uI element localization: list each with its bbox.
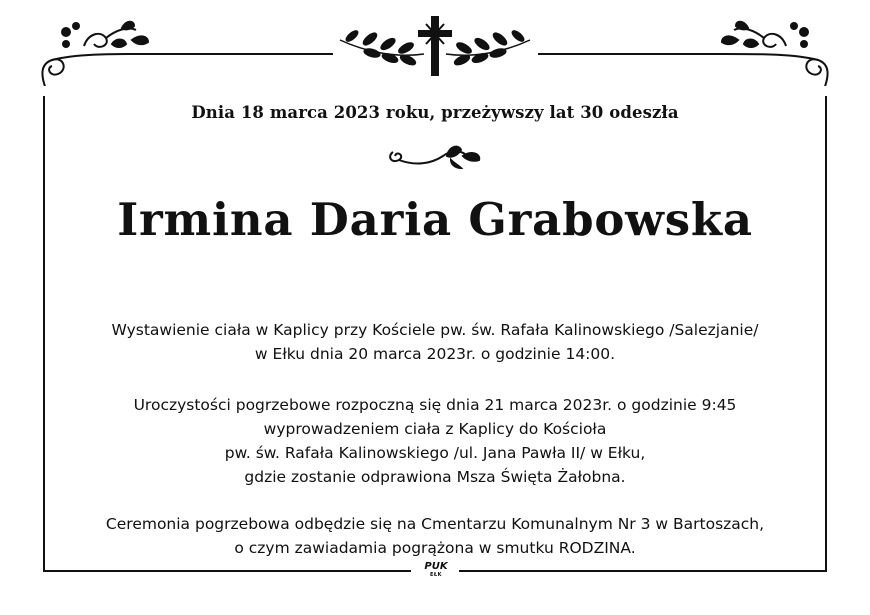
paragraph-line: Wystawienie ciała w Kaplicy przy Kościele pw. św. Rafała Kalinowskiego /Salezjanie/ [111, 321, 759, 339]
frame-bottom-border-left [43, 570, 411, 572]
frame-bottom-border-right [459, 570, 827, 572]
paragraph-line: pw. św. Rafała Kalinowskiego /ul. Jana Pawła II/ w Ełku, [224, 444, 646, 462]
burial-paragraph [0, 512, 870, 560]
logo-sub-text: EŁK [429, 572, 442, 578]
paragraph-line: Ceremonia pogrzebowa odbędzie się na Cmentarzu Komunalnym Nr 3 w Bartoszach, [105, 515, 765, 533]
viewing-paragraph [0, 318, 870, 366]
paragraph-line: Uroczystości pogrzebowe rozpoczną się dnia 21 marca 2023r. o godzinie 9:45 [133, 396, 737, 414]
laurel-branch-icon [446, 29, 530, 66]
paragraph-line: gdzie zostanie odprawiona Msza Święta Żałobna. [244, 468, 626, 486]
funeral-ceremony-paragraph [0, 393, 870, 489]
corner-flourish-icon [714, 16, 834, 86]
deceased-name: Irmina Daria Grabowska [117, 193, 753, 246]
top-rule-left [143, 53, 333, 55]
corner-flourish-icon [36, 16, 156, 86]
cross-icon [418, 16, 452, 76]
flourish-divider-icon [385, 142, 485, 172]
cross-laurel-ornament [336, 12, 534, 80]
paragraph-line: o czym zawiadamia pogrążona w smutku RODZINA. [234, 539, 636, 557]
puk-logo [418, 562, 454, 578]
paragraph-line: wyprowadzeniem ciała z Kaplicy do Kościoła [263, 420, 607, 438]
top-rule-right [538, 53, 728, 55]
laurel-branch-icon [340, 29, 424, 66]
death-date-line: Dnia 18 marca 2023 roku, przeżywszy lat 30 odeszła [191, 103, 679, 122]
logo-main-text: PUK [424, 561, 448, 572]
paragraph-line: w Ełku dnia 20 marca 2023r. o godzinie 14:00. [254, 345, 616, 363]
